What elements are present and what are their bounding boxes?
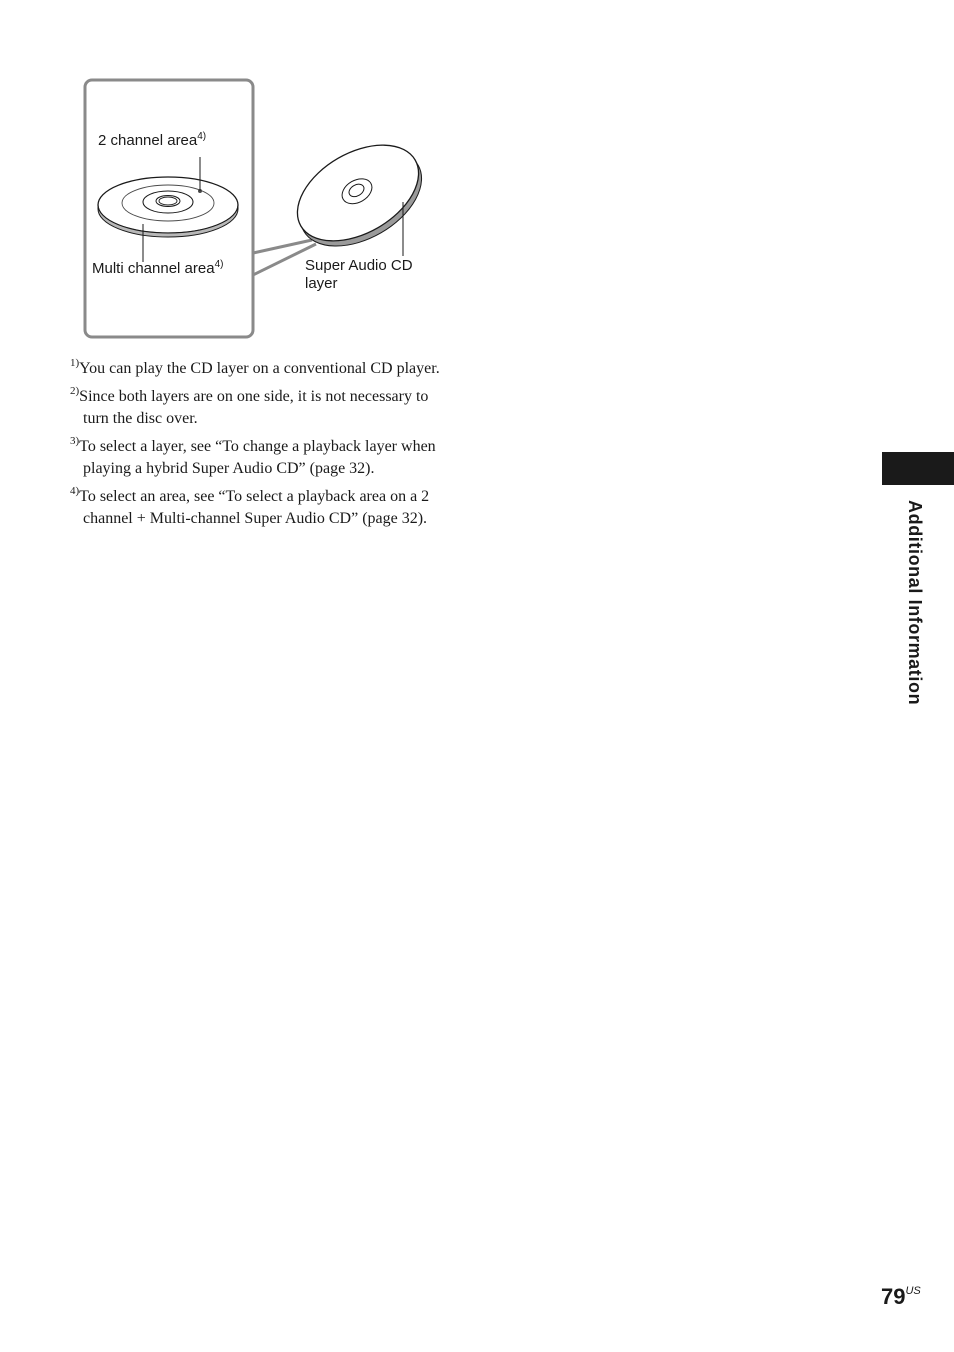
disc-layer-figure xyxy=(0,0,460,345)
section-tab-marker xyxy=(882,452,954,485)
footnotes xyxy=(70,358,450,536)
label-super-audio-cd-layer: Super Audio CD layer xyxy=(305,257,413,292)
footnote-1: $^{1)}$You can play the CD layer on a conventional CD player. xyxy=(70,357,440,377)
label-multi-channel-area: Multi channel area$^{4)}$ xyxy=(92,259,224,277)
page-number: $79^{US}$ xyxy=(881,1284,921,1309)
large-disc xyxy=(281,125,438,265)
footnote-4: $^{4)}$To select an area, see “To select a playback area on a 2 channel + Multi-channel Super Audio CD” (page 32). xyxy=(70,485,430,527)
disc-illustration xyxy=(0,0,460,345)
footnote-2: $^{2)}$Since both layers are on one side, it is not necessary to turn the disc over. xyxy=(70,385,429,427)
footnote-3: $^{3)}$To select a layer, see “To change a playback layer when playing a hybrid Super Audio CD” (page 32). xyxy=(70,435,436,477)
small-disc xyxy=(98,177,238,237)
label-2-channel-area: 2 channel area$^{4)}$ xyxy=(98,131,207,149)
section-title-vertical: Additional Information xyxy=(905,500,925,706)
